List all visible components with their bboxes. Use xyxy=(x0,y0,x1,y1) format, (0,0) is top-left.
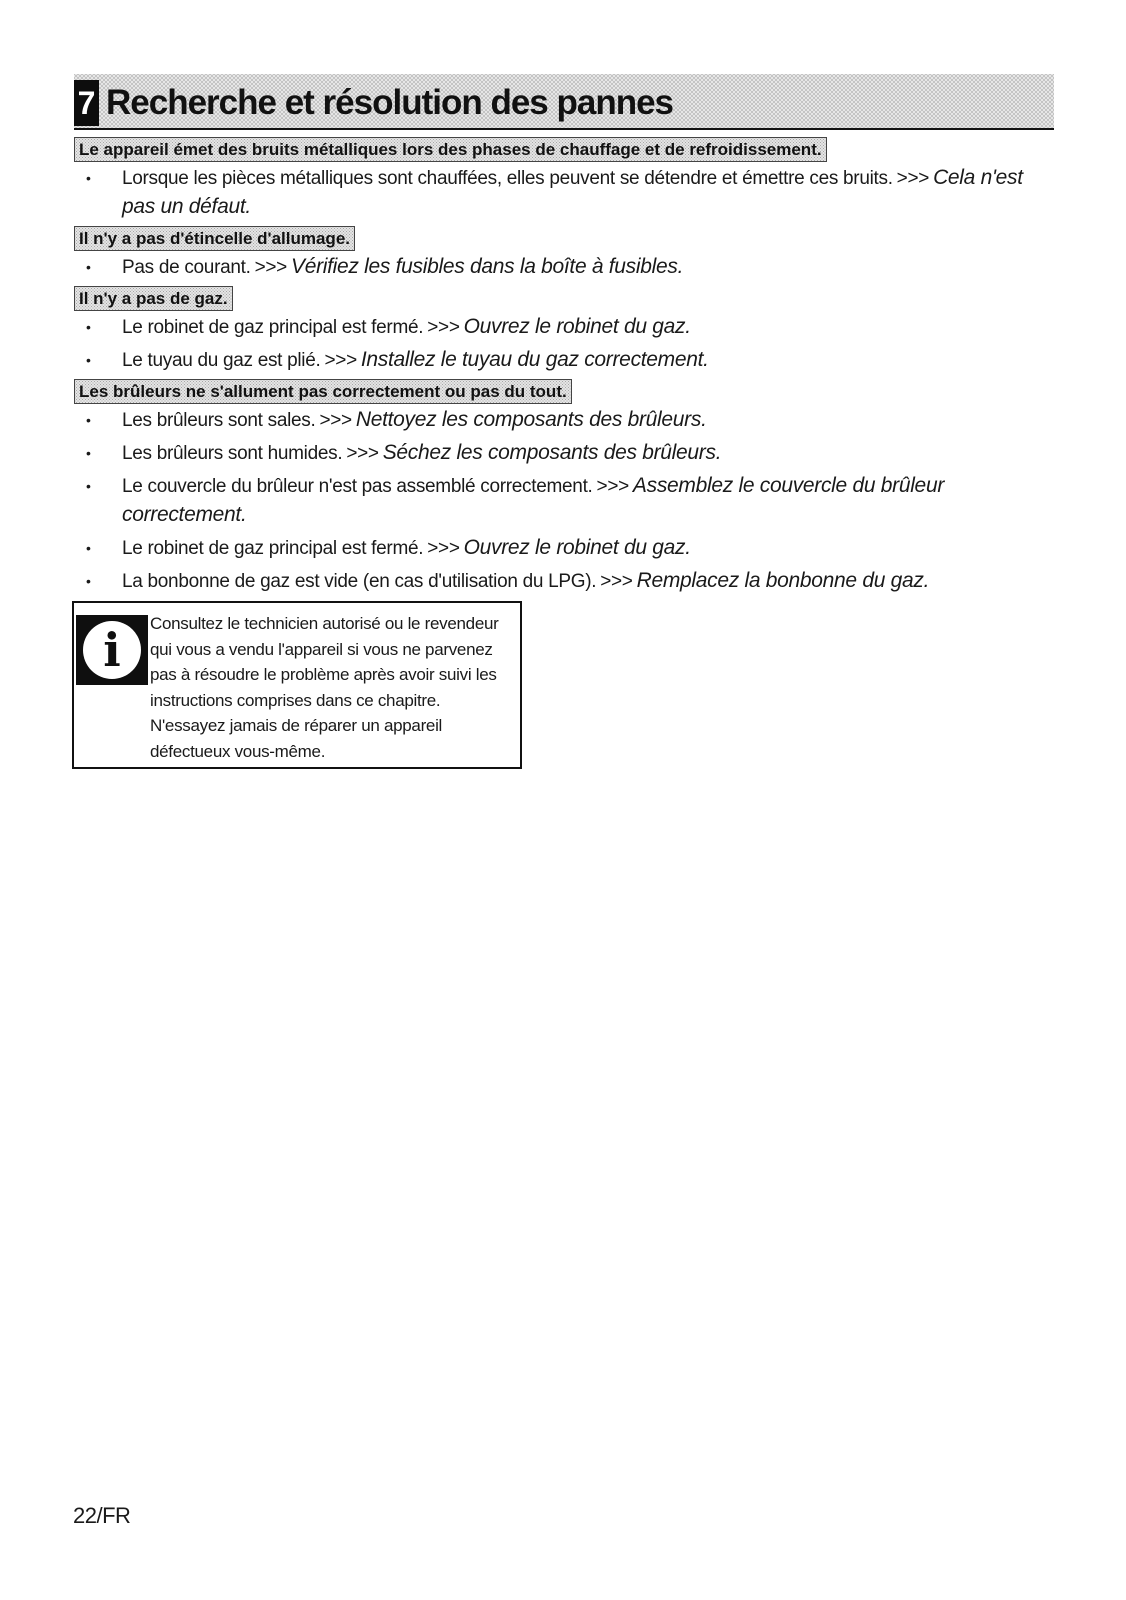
problem-heading: Il n'y a pas d'étincelle d'allumage. xyxy=(74,226,355,251)
cause-list xyxy=(74,313,1054,375)
bullet: • xyxy=(86,170,91,186)
cause-text: Le robinet de gaz principal est fermé. xyxy=(122,317,424,338)
info-note xyxy=(72,601,522,769)
problem-section xyxy=(74,286,1054,375)
arrow: >>> xyxy=(596,476,629,497)
info-note-text: Consultez le technicien autorisé ou le revendeur qui vous a vendu l'appareil si vous ne parvenez pas à résoudre le problème après avoir suivi les instructions comprises dans ce chapitre. N'essayez jamais de réparer un appareil défectueux vous-même. xyxy=(150,614,499,761)
arrow: >>> xyxy=(346,443,379,464)
cause-item xyxy=(74,534,1054,563)
remedy-text: Remplacez la bonbonne du gaz. xyxy=(636,569,930,592)
cause-item xyxy=(74,346,1054,375)
cause-list xyxy=(74,406,1054,596)
bullet: • xyxy=(86,259,91,275)
chapter-header xyxy=(74,74,1054,130)
remedy-text: Nettoyez les composants des brûleurs. xyxy=(355,408,707,431)
arrow: >>> xyxy=(324,350,357,371)
problem-section xyxy=(74,379,1054,596)
cause-item xyxy=(74,313,1054,342)
remedy-text: Ouvrez le robinet du gaz. xyxy=(463,536,691,559)
problem-section xyxy=(74,137,1054,222)
cause-item xyxy=(74,439,1054,468)
problem-heading: Les brûleurs ne s'allument pas correctement ou pas du tout. xyxy=(74,379,572,404)
remedy-text: Installez le tuyau du gaz correctement. xyxy=(360,348,709,371)
remedy-text: Vérifiez les fusibles dans la boîte à fusibles. xyxy=(290,255,684,278)
bullet: • xyxy=(86,319,91,335)
bullet: • xyxy=(86,445,91,461)
cause-item xyxy=(74,164,1054,222)
cause-text: La bonbonne de gaz est vide (en cas d'utilisation du LPG). xyxy=(122,571,597,592)
cause-list xyxy=(74,253,1054,282)
arrow: >>> xyxy=(254,257,287,278)
cause-item xyxy=(74,472,1054,530)
info-glyph: i xyxy=(83,621,141,679)
problem-heading: Il n'y a pas de gaz. xyxy=(74,286,233,311)
remedy-text: Ouvrez le robinet du gaz. xyxy=(463,315,691,338)
cause-item xyxy=(74,406,1054,435)
info-icon xyxy=(76,615,148,685)
remedy-text: Assemblez le couvercle du brûleur correctement. xyxy=(122,474,945,526)
cause-item xyxy=(74,567,1054,596)
arrow: >>> xyxy=(427,317,460,338)
cause-text: Les brûleurs sont sales. xyxy=(122,410,316,431)
bullet: • xyxy=(86,352,91,368)
cause-text: Lorsque les pièces métalliques sont chauffées, elles peuvent se détendre et émettre ces bruits. xyxy=(122,168,893,189)
cause-text: Pas de courant. xyxy=(122,257,251,278)
cause-text: Le robinet de gaz principal est fermé. xyxy=(122,538,424,559)
arrow: >>> xyxy=(427,538,460,559)
arrow: >>> xyxy=(600,571,633,592)
cause-text: Le tuyau du gaz est plié. xyxy=(122,350,321,371)
chapter-title: Recherche et résolution des pannes xyxy=(106,83,674,122)
arrow: >>> xyxy=(896,168,930,189)
troubleshooting-list xyxy=(74,137,1054,600)
bullet: • xyxy=(86,573,91,589)
cause-text: Les brûleurs sont humides. xyxy=(122,443,343,464)
arrow: >>> xyxy=(319,410,352,431)
problem-section xyxy=(74,226,1054,282)
page-number: 22/FR xyxy=(73,1503,131,1528)
bullet: • xyxy=(86,478,91,494)
remedy-text: Séchez les composants des brûleurs. xyxy=(382,441,722,464)
problem-heading: Le appareil émet des bruits métalliques lors des phases de chauffage et de refroidissement. xyxy=(74,137,827,162)
bullet: • xyxy=(86,540,91,556)
cause-item xyxy=(74,253,1054,282)
chapter-number: 7 xyxy=(74,80,99,126)
remedy-text: Cela n'est pas un défaut. xyxy=(122,166,1023,218)
cause-list xyxy=(74,164,1054,222)
cause-text: Le couvercle du brûleur n'est pas assemblé correctement. xyxy=(122,476,593,497)
bullet: • xyxy=(86,412,91,428)
